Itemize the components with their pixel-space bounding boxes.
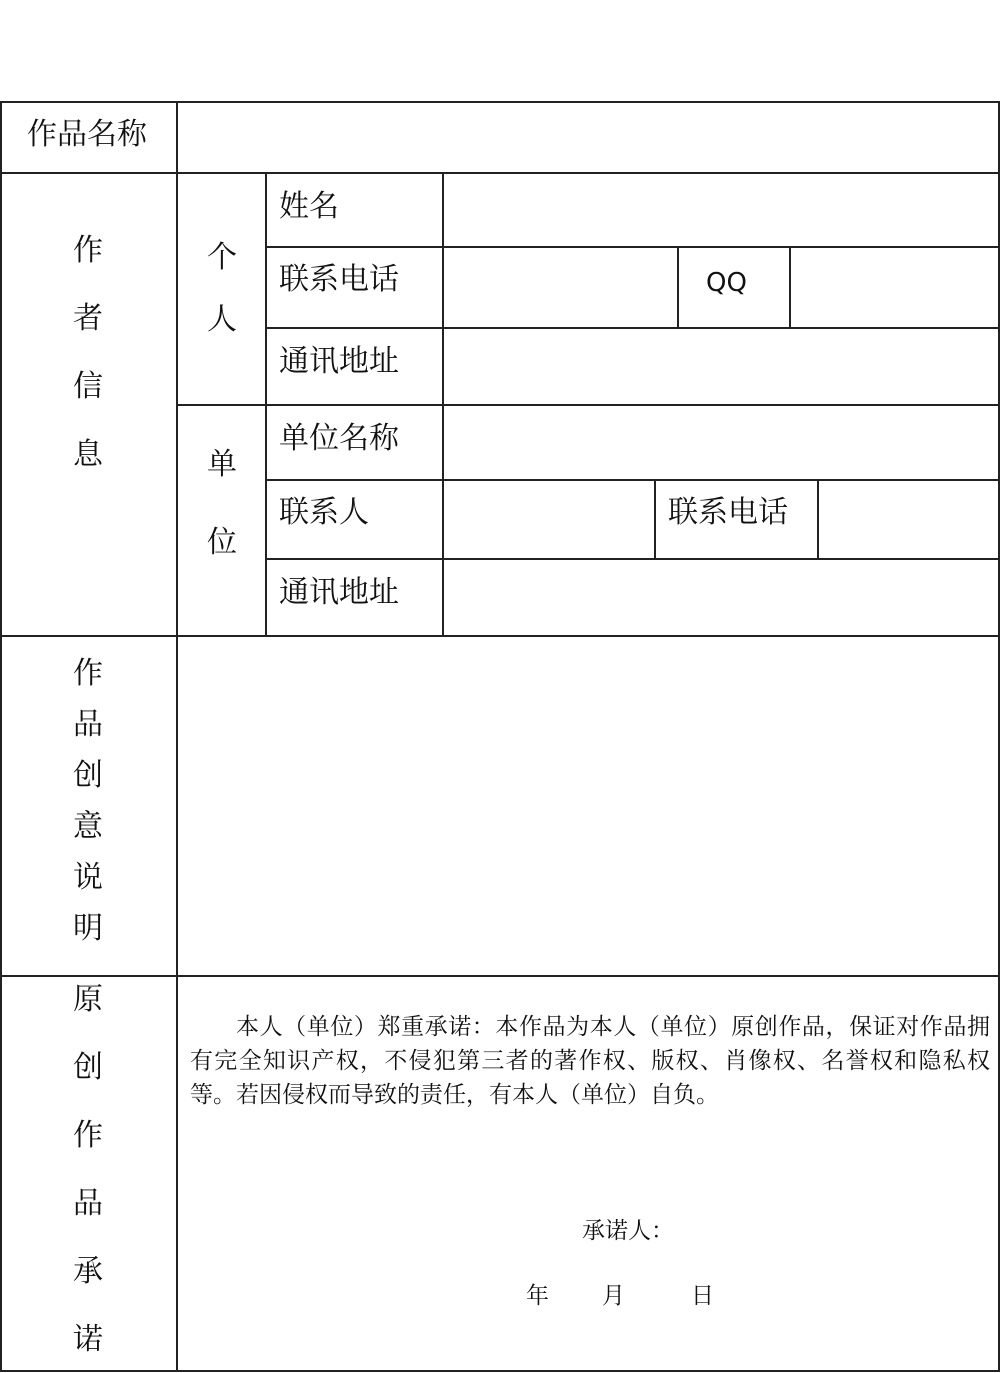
personal-phone-label: 联系电话 (279, 262, 399, 297)
unit-phone-field[interactable] (819, 481, 998, 558)
table-border (0, 975, 1000, 977)
personal-address-field[interactable] (444, 329, 998, 404)
personal-name-field[interactable] (444, 174, 998, 246)
work-name-field[interactable] (178, 103, 998, 172)
unit-name-label: 单位名称 (279, 421, 399, 456)
pledge-text: 本人（单位）郑重承诺：本作品为本人（单位）原创作品，保证对作品拥有完全知识产权，不侵犯第三者的著作权、版权、肖像权、名誉权和隐私权等。若因侵权而导致的责任，有本人（单位）自负。 (190, 1014, 990, 1108)
creative-description-label: 作 品 创 意 说 明 (73, 656, 103, 946)
personal-phone-field[interactable] (444, 248, 677, 327)
unit-name-field[interactable] (444, 406, 998, 479)
work-name-label: 作品名称 (27, 117, 147, 152)
unit-contact-field[interactable] (444, 481, 654, 558)
unit-phone-label: 联系电话 (668, 495, 788, 530)
qq-field[interactable] (791, 248, 998, 327)
unit-address-field[interactable] (444, 560, 998, 635)
unit-contact-label: 联系人 (279, 495, 369, 530)
unit-address-label: 通讯地址 (279, 575, 399, 610)
date-day-label: 日 (691, 1283, 714, 1309)
table-border (654, 479, 656, 560)
creative-description-field[interactable] (178, 637, 998, 975)
table-border (677, 246, 679, 329)
date-year-label: 年 (526, 1283, 549, 1309)
author-info-label: 作 者 信 息 (73, 233, 103, 472)
personal-address-label: 通讯地址 (279, 344, 399, 379)
personal-name-label: 姓名 (279, 189, 339, 224)
table-border (0, 101, 2, 1372)
personal-group-label: 个 人 (207, 240, 237, 337)
pledger-label: 承诺人： (582, 1218, 674, 1244)
date-month-label: 月 (602, 1283, 625, 1309)
qq-label: QQ (706, 268, 747, 298)
unit-group-label: 单 位 (207, 447, 237, 560)
originality-pledge-label: 原 创 作 品 承 诺 (73, 982, 103, 1357)
table-border (0, 1370, 1000, 1372)
table-border (265, 172, 267, 637)
